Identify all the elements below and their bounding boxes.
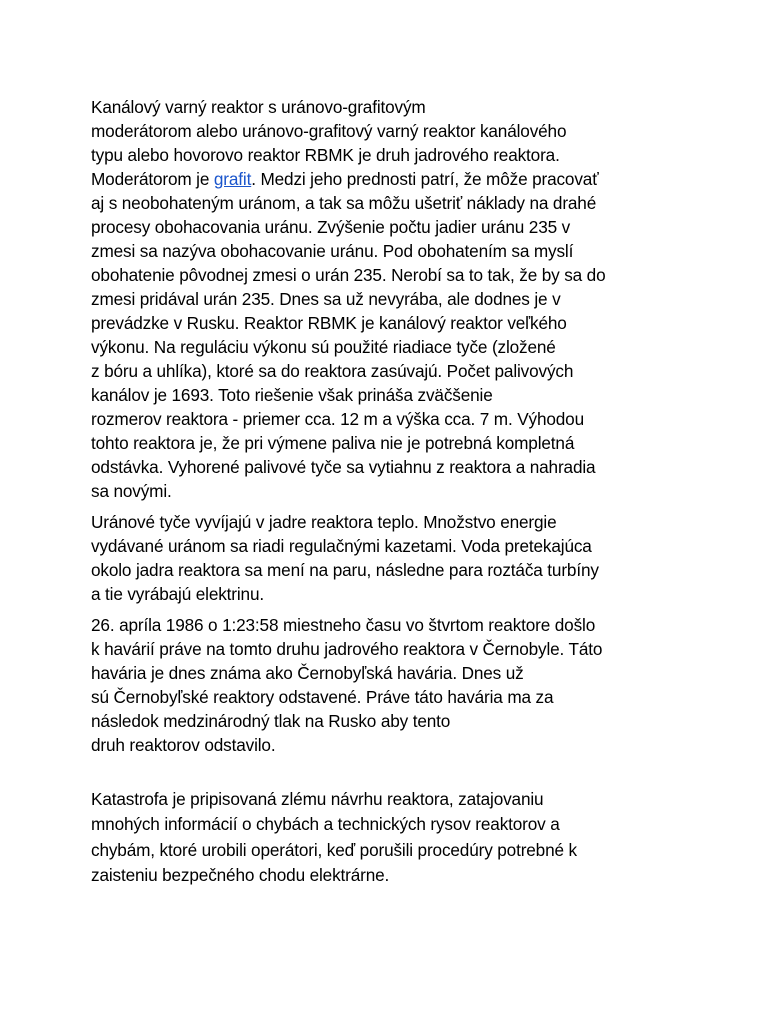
text-line [91, 287, 681, 311]
text-run: Uránové tyče vyvíjajú v jadre reaktora teplo. Množstvo energie [91, 512, 557, 532]
text-line [91, 863, 681, 888]
text-line [91, 263, 681, 287]
text-run: následok medzinárodný tlak na Rusko aby tento [91, 711, 451, 731]
text-line [91, 685, 681, 709]
text-line [91, 558, 681, 582]
grafit-link[interactable]: grafit [213, 169, 252, 189]
text-line [91, 215, 681, 239]
text-line [91, 733, 681, 757]
text-run: okolo jadra reaktora sa mení na paru, následne para roztáča turbíny [91, 560, 599, 580]
text-line [91, 239, 681, 263]
text-run: . Medzi jeho prednosti patrí, že môže pracovať [251, 169, 599, 189]
text-line [91, 838, 681, 863]
text-line [91, 143, 681, 167]
text-run: kanálov je 1693. Toto riešenie však prináša zväčšenie [91, 385, 493, 405]
text-run: chybám, ktoré urobili operátori, keď porušili procedúry potrebné k [91, 839, 577, 860]
text-run: moderátorom alebo uránovo-grafitový varný reaktor kanálového [91, 121, 567, 141]
text-run: zmesi pridával urán 235. Dnes sa už nevyrába, ale dodnes je v [91, 289, 561, 309]
text-line [91, 637, 681, 661]
text-run: typu alebo hovorovo reaktor RBMK je druh jadrového reaktora. [91, 145, 560, 165]
text-line [91, 95, 681, 119]
paragraph-chernobyl-accident [91, 613, 681, 757]
text-run: obohatenie pôvodnej zmesi o urán 235. Nerobí sa to tak, že by sa do [91, 265, 606, 285]
text-run: aj s neobohateným uránom, a tak sa môžu ušetriť náklady na drahé [91, 193, 597, 213]
document-page [91, 95, 681, 888]
text-run: odstávka. Vyhorené palivové tyče sa vytiahnu z reaktora a nahradia [91, 457, 596, 477]
paragraph-catastrophe-causes [91, 787, 681, 888]
text-line [91, 510, 681, 534]
text-line [91, 613, 681, 637]
text-run: procesy obohacovania uránu. Zvýšenie počtu jadier uránu 235 v [91, 217, 571, 237]
text-run: zmesi sa nazýva obohacovanie uránu. Pod obohatením sa myslí [91, 241, 574, 261]
text-line [91, 335, 681, 359]
text-run: Moderátorom je [91, 169, 214, 189]
text-line [91, 534, 681, 558]
text-line [91, 431, 681, 455]
text-run: rozmerov reaktora - priemer cca. 12 m a výška cca. 7 m. Výhodou [91, 409, 584, 429]
text-line [91, 359, 681, 383]
text-line [91, 407, 681, 431]
text-line [91, 383, 681, 407]
text-run: 26. apríla 1986 o 1:23:58 miestneho času vo štvrtom reaktore došlo [91, 615, 596, 635]
text-line [91, 582, 681, 606]
text-run: mnohých informácií o chybách a technických rysov reaktorov a [91, 814, 560, 835]
text-run: výkonu. Na reguláciu výkonu sú použité riadiace tyče (zložené [91, 337, 556, 357]
text-line [91, 661, 681, 685]
text-run: havária je dnes známa ako Černobyľská havária. Dnes už [91, 663, 524, 683]
text-line [91, 311, 681, 335]
text-line [91, 167, 681, 191]
text-run: a tie vyrábajú elektrinu. [91, 584, 264, 604]
text-run: k havárií práve na tomto druhu jadrového reaktora v Černobyle. Táto [91, 639, 603, 659]
text-run: Kanálový varný reaktor s uránovo-grafitovým [91, 97, 426, 117]
text-line [91, 191, 681, 215]
text-run: vydávané uránom sa riadi regulačnými kazetami. Voda pretekajúca [91, 536, 592, 556]
text-run: sú Černobyľské reaktory odstavené. Práve táto havária ma za [91, 687, 554, 707]
text-line [91, 787, 681, 812]
text-run: zaisteniu bezpečného chodu elektrárne. [91, 864, 390, 885]
text-line [91, 479, 681, 503]
text-run: z bóru a uhlíka), ktoré sa do reaktora zasúvajú. Počet palivových [91, 361, 574, 381]
paragraph-uranium-rods [91, 510, 681, 606]
paragraph-rbmk-intro [91, 95, 681, 503]
text-run: Katastrofa je pripisovaná zlému návrhu reaktora, zatajovaniu [91, 789, 544, 809]
text-line [91, 709, 681, 733]
text-run: druh reaktorov odstavilo. [91, 735, 276, 755]
text-line [91, 455, 681, 479]
text-run: tohto reaktora je, že pri výmene paliva nie je potrebná kompletná [91, 433, 575, 453]
text-line [91, 812, 681, 837]
text-line [91, 119, 681, 143]
text-run: sa novými. [91, 481, 172, 501]
text-run: prevádzke v Rusku. Reaktor RBMK je kanálový reaktor veľkého [91, 313, 567, 333]
